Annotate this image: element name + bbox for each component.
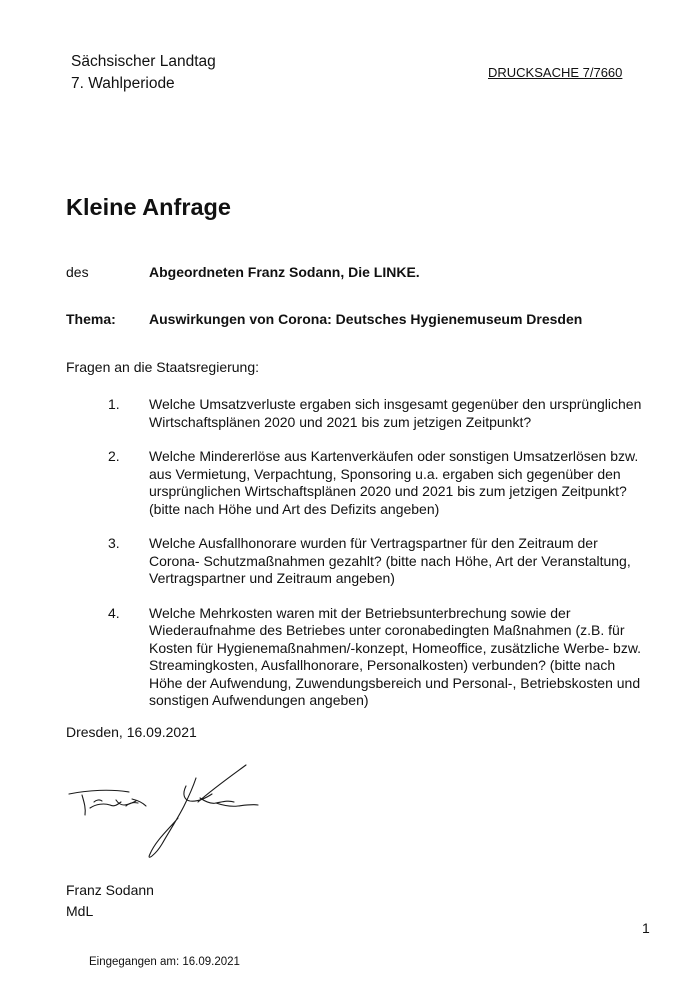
document-title: Kleine Anfrage xyxy=(66,194,231,220)
question-number: 1. xyxy=(108,396,120,412)
question-text xyxy=(149,396,659,431)
question-line: (bitte nach Höhe und Art des Defizits angeben) xyxy=(149,500,440,517)
questions-intro: Fragen an die Staatsregierung: xyxy=(66,359,260,375)
signatory-name: Franz Sodann xyxy=(66,882,154,898)
received-date: Eingegangen am: 16.09.2021 xyxy=(89,956,240,968)
question-line: aus Vermietung, Verpachtung, Sponsoring u.a. ergaben sich gegenüber den xyxy=(149,465,621,482)
document-number: DRUCKSACHE 7/7660 xyxy=(488,65,623,80)
place-date: Dresden, 16.09.2021 xyxy=(66,724,197,740)
question-text xyxy=(149,535,659,588)
question-number: 2. xyxy=(108,448,120,464)
author-label: des xyxy=(66,264,89,280)
question-line: ursprünglichen Wirtschaftsplänen 2020 und 2021 bis zum jetzigen Zeitpunkt? xyxy=(149,483,627,499)
question-line: Welche Mindererlöse aus Kartenverkäufen oder sonstigen Umsatzerlösen bzw. xyxy=(149,448,639,464)
parliament-name: Sächsischer Landtag xyxy=(71,53,216,70)
topic-value: Auswirkungen von Corona: Deutsches Hygienemuseum Dresden xyxy=(149,311,583,327)
legislative-period: 7. Wahlperiode xyxy=(71,75,175,92)
question-line: Corona- Schutzmaßnahmen gezahlt? (bitte nach Höhe, Art der Veranstaltung, xyxy=(149,552,631,569)
questions-list xyxy=(0,396,700,727)
question-item xyxy=(0,535,700,588)
question-line: Höhe der Aufwendung, Zuwendungsbereich und Personal-, Betriebskosten und xyxy=(149,674,641,691)
question-line: Streamingkosten, Ausfallhonorare, Personalkosten) verbunden? (bitte nach xyxy=(149,657,616,673)
signatory-title: MdL xyxy=(66,903,94,919)
question-line: Vertragspartner und Zeitraum angeben) xyxy=(149,570,395,586)
question-item xyxy=(0,396,700,431)
topic-label: Thema: xyxy=(66,311,116,327)
question-line: Welche Mehrkosten waren mit der Betriebsunterbrechung sowie der xyxy=(149,604,571,621)
question-text xyxy=(149,448,659,518)
author-value: Abgeordneten Franz Sodann, Die LINKE. xyxy=(149,264,420,280)
question-line: Wirtschaftsplänen 2020 und 2021 bis zum jetzigen Zeitpunkt? xyxy=(149,413,532,430)
question-line: Welche Ausfallhonorare wurden für Vertragspartner für den Zeitraum der xyxy=(149,535,598,551)
question-item xyxy=(0,605,700,710)
page-number: 1 xyxy=(642,920,650,936)
question-item xyxy=(0,448,700,518)
question-text xyxy=(149,605,659,710)
parliament-header xyxy=(71,51,216,95)
signatory xyxy=(66,880,154,922)
question-line: Wiederaufnahme des Betriebes unter coronabedingten Maßnahmen (z.B. für xyxy=(149,622,625,638)
question-line: Kosten für Hygienemaßnahmen/-konzept, Homeoffice, zusätzliche Werbe- bzw. xyxy=(149,639,642,656)
question-number: 4. xyxy=(108,604,120,621)
question-line: sonstigen Aufwendungen angeben) xyxy=(149,692,369,708)
signature xyxy=(66,758,266,868)
question-line: Welche Umsatzverluste ergaben sich insgesamt gegenüber den ursprünglichen xyxy=(149,396,642,412)
question-number: 3. xyxy=(108,535,120,551)
